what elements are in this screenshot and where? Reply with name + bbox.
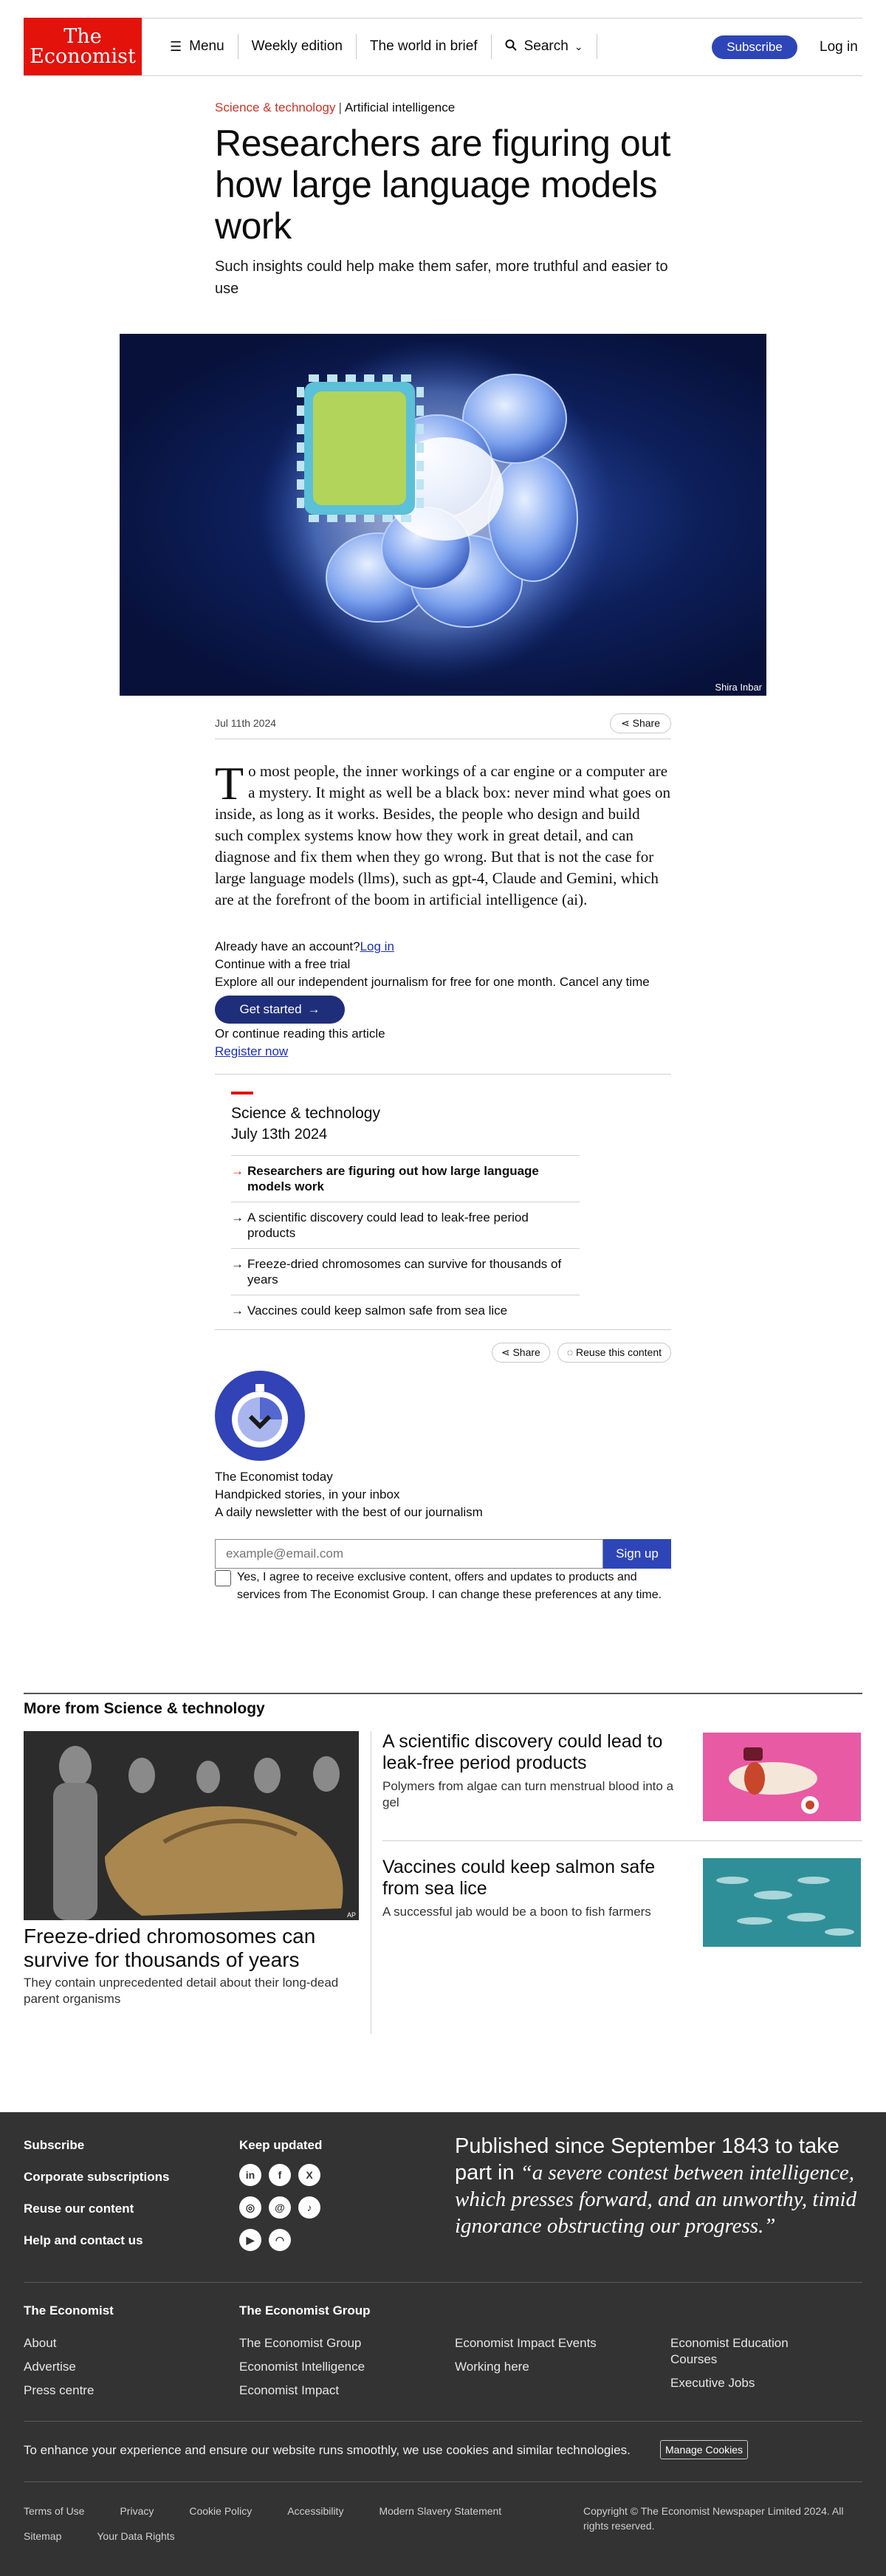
threads-icon[interactable]: @ [269, 2196, 291, 2219]
or-continue-text: Or continue reading this article [215, 1027, 385, 1041]
share-icon: ⋖ [501, 1346, 510, 1358]
social-row [239, 2196, 322, 2219]
toc-date: July 13th 2024 [231, 1126, 328, 1143]
get-started-label: Get started [239, 1002, 302, 1016]
article-body [215, 757, 671, 911]
signup-button[interactable]: Sign up [603, 1539, 671, 1569]
section-toc [215, 1092, 671, 1326]
article-meta [215, 712, 671, 734]
copyright: Copyright © The Economist Newspaper Limited 2024. All rights reserved. [583, 2505, 844, 2532]
economist-logo[interactable] [24, 18, 142, 75]
more-section-rule [24, 1693, 862, 1694]
image-credit: Shira Inbar [715, 682, 762, 693]
quote-text: “a severe contest between intelligence, which presses forward, and an unworthy, timid ignorance obstructing our progress.” [455, 2161, 857, 2238]
world-in-brief-link[interactable] [357, 34, 492, 59]
subscribe-button[interactable]: Subscribe [712, 35, 797, 59]
footer-quote [455, 2133, 868, 2239]
story-card-title[interactable]: A scientific discovery could lead to leak-free period products [382, 1731, 663, 1773]
sitemap-link[interactable]: Sitemap [24, 2530, 62, 2542]
legal-row [24, 2529, 501, 2544]
instagram-icon[interactable]: ◎ [239, 2196, 261, 2219]
toc-item[interactable] [231, 1295, 580, 1326]
trial-heading: Continue with a free trial [215, 957, 351, 971]
newsletter-name: The Economist today [215, 1470, 333, 1484]
consent-text: Yes, I agree to receive exclusive content, offers and updates to products and services from The Economist Group. I can change these preferences at any time. [237, 1571, 662, 1601]
cookie-notice: To enhance your experience and ensure our website runs smoothly, we use cookies and similar technologies. [24, 2443, 631, 2457]
newsletter-signup [215, 1539, 671, 1569]
toc-accent-bar [231, 1092, 253, 1095]
footer-group-link[interactable]: Economist Education Courses [670, 2336, 789, 2366]
footer-subscribe-link[interactable]: Subscribe [24, 2138, 85, 2152]
cookie-policy-link[interactable]: Cookie Policy [189, 2505, 253, 2517]
toc-item-label: Vaccines could keep salmon safe from sea lice [247, 1304, 508, 1318]
arrow-right-icon: → [307, 1002, 320, 1016]
social-row [239, 2229, 322, 2251]
x-icon[interactable]: X [298, 2164, 320, 2186]
toc-item-label: Researchers are figuring out how large language models work [247, 1164, 539, 1193]
trial-description: Explore all our independent journalism for free for one month. Cancel any time [215, 975, 650, 989]
paywall-login-link[interactable]: Log in [360, 939, 394, 953]
search-label: Search [523, 38, 569, 54]
toc-item[interactable] [231, 1202, 580, 1248]
story-card-divider [382, 1840, 862, 1841]
main-story-subtitle: They contain unprecedented detail about their long-dead parent organisms [24, 1976, 339, 2006]
hero-image [120, 334, 766, 696]
article-headline: Researchers are figuring out how large language models work [215, 123, 670, 247]
breadcrumb-section[interactable]: Science & technology [215, 100, 336, 114]
terms-link[interactable]: Terms of Use [24, 2505, 85, 2517]
share-label: Share [632, 716, 660, 729]
brain-chip-illustration [120, 334, 766, 696]
world-in-brief-label: The world in brief [369, 38, 478, 54]
menu-label: Menu [189, 38, 224, 54]
data-rights-link[interactable]: Your Data Rights [97, 2530, 175, 2542]
footer-group-link[interactable]: Economist Impact [239, 2383, 340, 2397]
footer-group-col-3 [670, 2335, 833, 2399]
stopwatch-icon [215, 1371, 305, 1461]
reuse-content-label: Reuse this content [576, 1346, 662, 1358]
get-started-button[interactable] [215, 996, 345, 1024]
footer-advertise-link[interactable]: Advertise [24, 2360, 76, 2374]
main-story-image[interactable] [24, 1731, 359, 1920]
linkedin-icon[interactable]: in [239, 2164, 261, 2186]
modern-slavery-link[interactable]: Modern Slavery Statement [379, 2505, 502, 2517]
social-row [239, 2164, 322, 2186]
footer-about-link[interactable]: About [24, 2336, 57, 2350]
weekly-edition-link[interactable] [238, 34, 357, 59]
paywall-divider [215, 1074, 671, 1075]
keep-updated-heading: Keep updated [239, 2138, 323, 2152]
tiktok-icon[interactable]: ♪ [298, 2196, 320, 2219]
arrow-right-icon: → [231, 1164, 244, 1178]
search-button[interactable] [492, 34, 597, 59]
footer-press-link[interactable]: Press centre [24, 2383, 95, 2397]
menu-button[interactable] [157, 34, 238, 59]
newsletter-promo [215, 1371, 671, 1521]
footer-group-link[interactable]: Working here [455, 2360, 529, 2374]
footer-group-link[interactable]: Executive Jobs [670, 2376, 755, 2390]
footer-rule [24, 2421, 862, 2422]
share-icon: ⋖ [621, 716, 630, 729]
story-card[interactable] [382, 1731, 862, 1811]
footer-economist-title: The Economist [24, 2303, 114, 2318]
footer-group-col-1 [239, 2303, 371, 2406]
search-icon [505, 39, 517, 55]
more-section-heading: More from Science & technology [24, 1700, 265, 1717]
accessibility-link[interactable]: Accessibility [287, 2505, 344, 2517]
article-actions [215, 1343, 671, 1363]
arrow-right-icon: → [231, 1257, 244, 1271]
logo-line-2: Economist [30, 45, 136, 68]
footer-rule [24, 2282, 862, 2283]
footer-group-title: The Economist Group [239, 2303, 371, 2318]
footer-primary-links [24, 2137, 169, 2264]
hamburger-icon: ☰ [170, 38, 182, 54]
story-card-subtitle: Polymers from algae can turn menstrual blood into a gel [382, 1779, 674, 1809]
register-link[interactable]: Register now [215, 1044, 289, 1058]
footer-group-link[interactable]: The Economist Group [239, 2336, 362, 2350]
privacy-link[interactable]: Privacy [120, 2505, 154, 2517]
legal-row [24, 2504, 501, 2518]
have-account-text: Already have an account? [215, 939, 360, 953]
footer-group-col-2 [455, 2335, 597, 2383]
login-link[interactable]: Log in [820, 39, 858, 55]
youtube-icon[interactable]: ▶ [239, 2229, 261, 2251]
footer-help-link[interactable]: Help and contact us [24, 2233, 143, 2247]
footer-group-link[interactable]: Economist Impact Events [455, 2336, 597, 2350]
site-footer [0, 2112, 886, 2576]
arrow-right-icon: → [231, 1210, 244, 1224]
newsletter-description: A daily newsletter with the best of our journalism [215, 1505, 483, 1519]
reuse-icon: ◌ [566, 1346, 574, 1358]
article-date: Jul 11th 2024 [215, 717, 277, 729]
footer-group-link[interactable]: Economist Intelligence [239, 2360, 365, 2374]
site-header [0, 0, 886, 77]
chevron-down-icon: ⌄ [574, 40, 583, 52]
arrow-right-icon: → [231, 1304, 244, 1318]
story-card[interactable] [382, 1857, 862, 1920]
breadcrumb-subsection[interactable]: Artificial intelligence [344, 100, 456, 114]
toc-item-label: A scientific discovery could lead to leak-free period products [247, 1210, 529, 1240]
account-line [215, 938, 671, 956]
quote-lead: Published since September 1843 to take part in [455, 2134, 839, 2185]
story-card-subtitle: A successful jab would be a boon to fish farmers [382, 1905, 651, 1919]
share-article-label: Share [512, 1346, 540, 1358]
toc-item[interactable] [231, 1248, 580, 1295]
toc-item-label: Freeze-dried chromosomes can survive for thousands of years [247, 1257, 562, 1287]
story-card-title[interactable]: Vaccines could keep salmon safe from sea lice [382, 1857, 656, 1899]
breadcrumb [215, 100, 671, 115]
facebook-icon[interactable]: f [269, 2164, 291, 2186]
article-paragraph: o most people, the inner workings of a car engine or a computer are a mystery. It might as well be a black box: never mind what goes on inside, as long as it works. Besides, the people who design and build such complex systems know how they work in great detail, and can diagnose and fix them when they go wrong. But that is not the case for large language models (llms), such as gpt-4, Claude and Gemini, which are at the forefront of the boom in artificial intelligence (ai). [215, 762, 671, 908]
main-story-image-credit: AP [346, 1911, 356, 1919]
weekly-edition-label: Weekly edition [251, 38, 343, 54]
paywall-box [215, 938, 671, 1061]
footer-social [239, 2137, 322, 2261]
manage-cookies-button[interactable]: Manage Cookies [660, 2440, 748, 2459]
drop-cap: T [215, 757, 244, 809]
email-field[interactable] [215, 1539, 603, 1569]
story-card-image[interactable] [703, 1858, 861, 1947]
logo-line-1: The [63, 25, 102, 48]
consent-row [215, 1569, 671, 1604]
share-button[interactable] [610, 713, 671, 733]
toc-title[interactable]: Science & technology [231, 1105, 380, 1122]
footer-rule [24, 2481, 862, 2482]
footer-corporate-link[interactable]: Corporate subscriptions [24, 2170, 170, 2184]
footer-reuse-link[interactable]: Reuse our content [24, 2202, 134, 2216]
rss-icon[interactable]: ◠ [269, 2229, 291, 2251]
consent-checkbox[interactable] [215, 1570, 231, 1586]
newsletter-tagline: Handpicked stories, in your inbox [215, 1487, 400, 1501]
legal-links [24, 2504, 501, 2544]
header-bottom-rule [24, 75, 862, 76]
footer-economist-group [24, 2303, 114, 2406]
breadcrumb-separator: | [338, 100, 342, 114]
article-standfirst: Such insights could help make them safer, more truthful and easier to use [215, 258, 668, 297]
main-story-title[interactable]: Freeze-dried chromosomes can survive for thousands of years [24, 1925, 316, 1971]
toc-item[interactable] [231, 1155, 580, 1202]
story-card-image[interactable] [703, 1733, 861, 1821]
main-nav [157, 18, 597, 75]
reuse-content-button[interactable] [557, 1343, 671, 1363]
share-article-button[interactable] [492, 1343, 550, 1363]
toc-divider [215, 1329, 671, 1330]
